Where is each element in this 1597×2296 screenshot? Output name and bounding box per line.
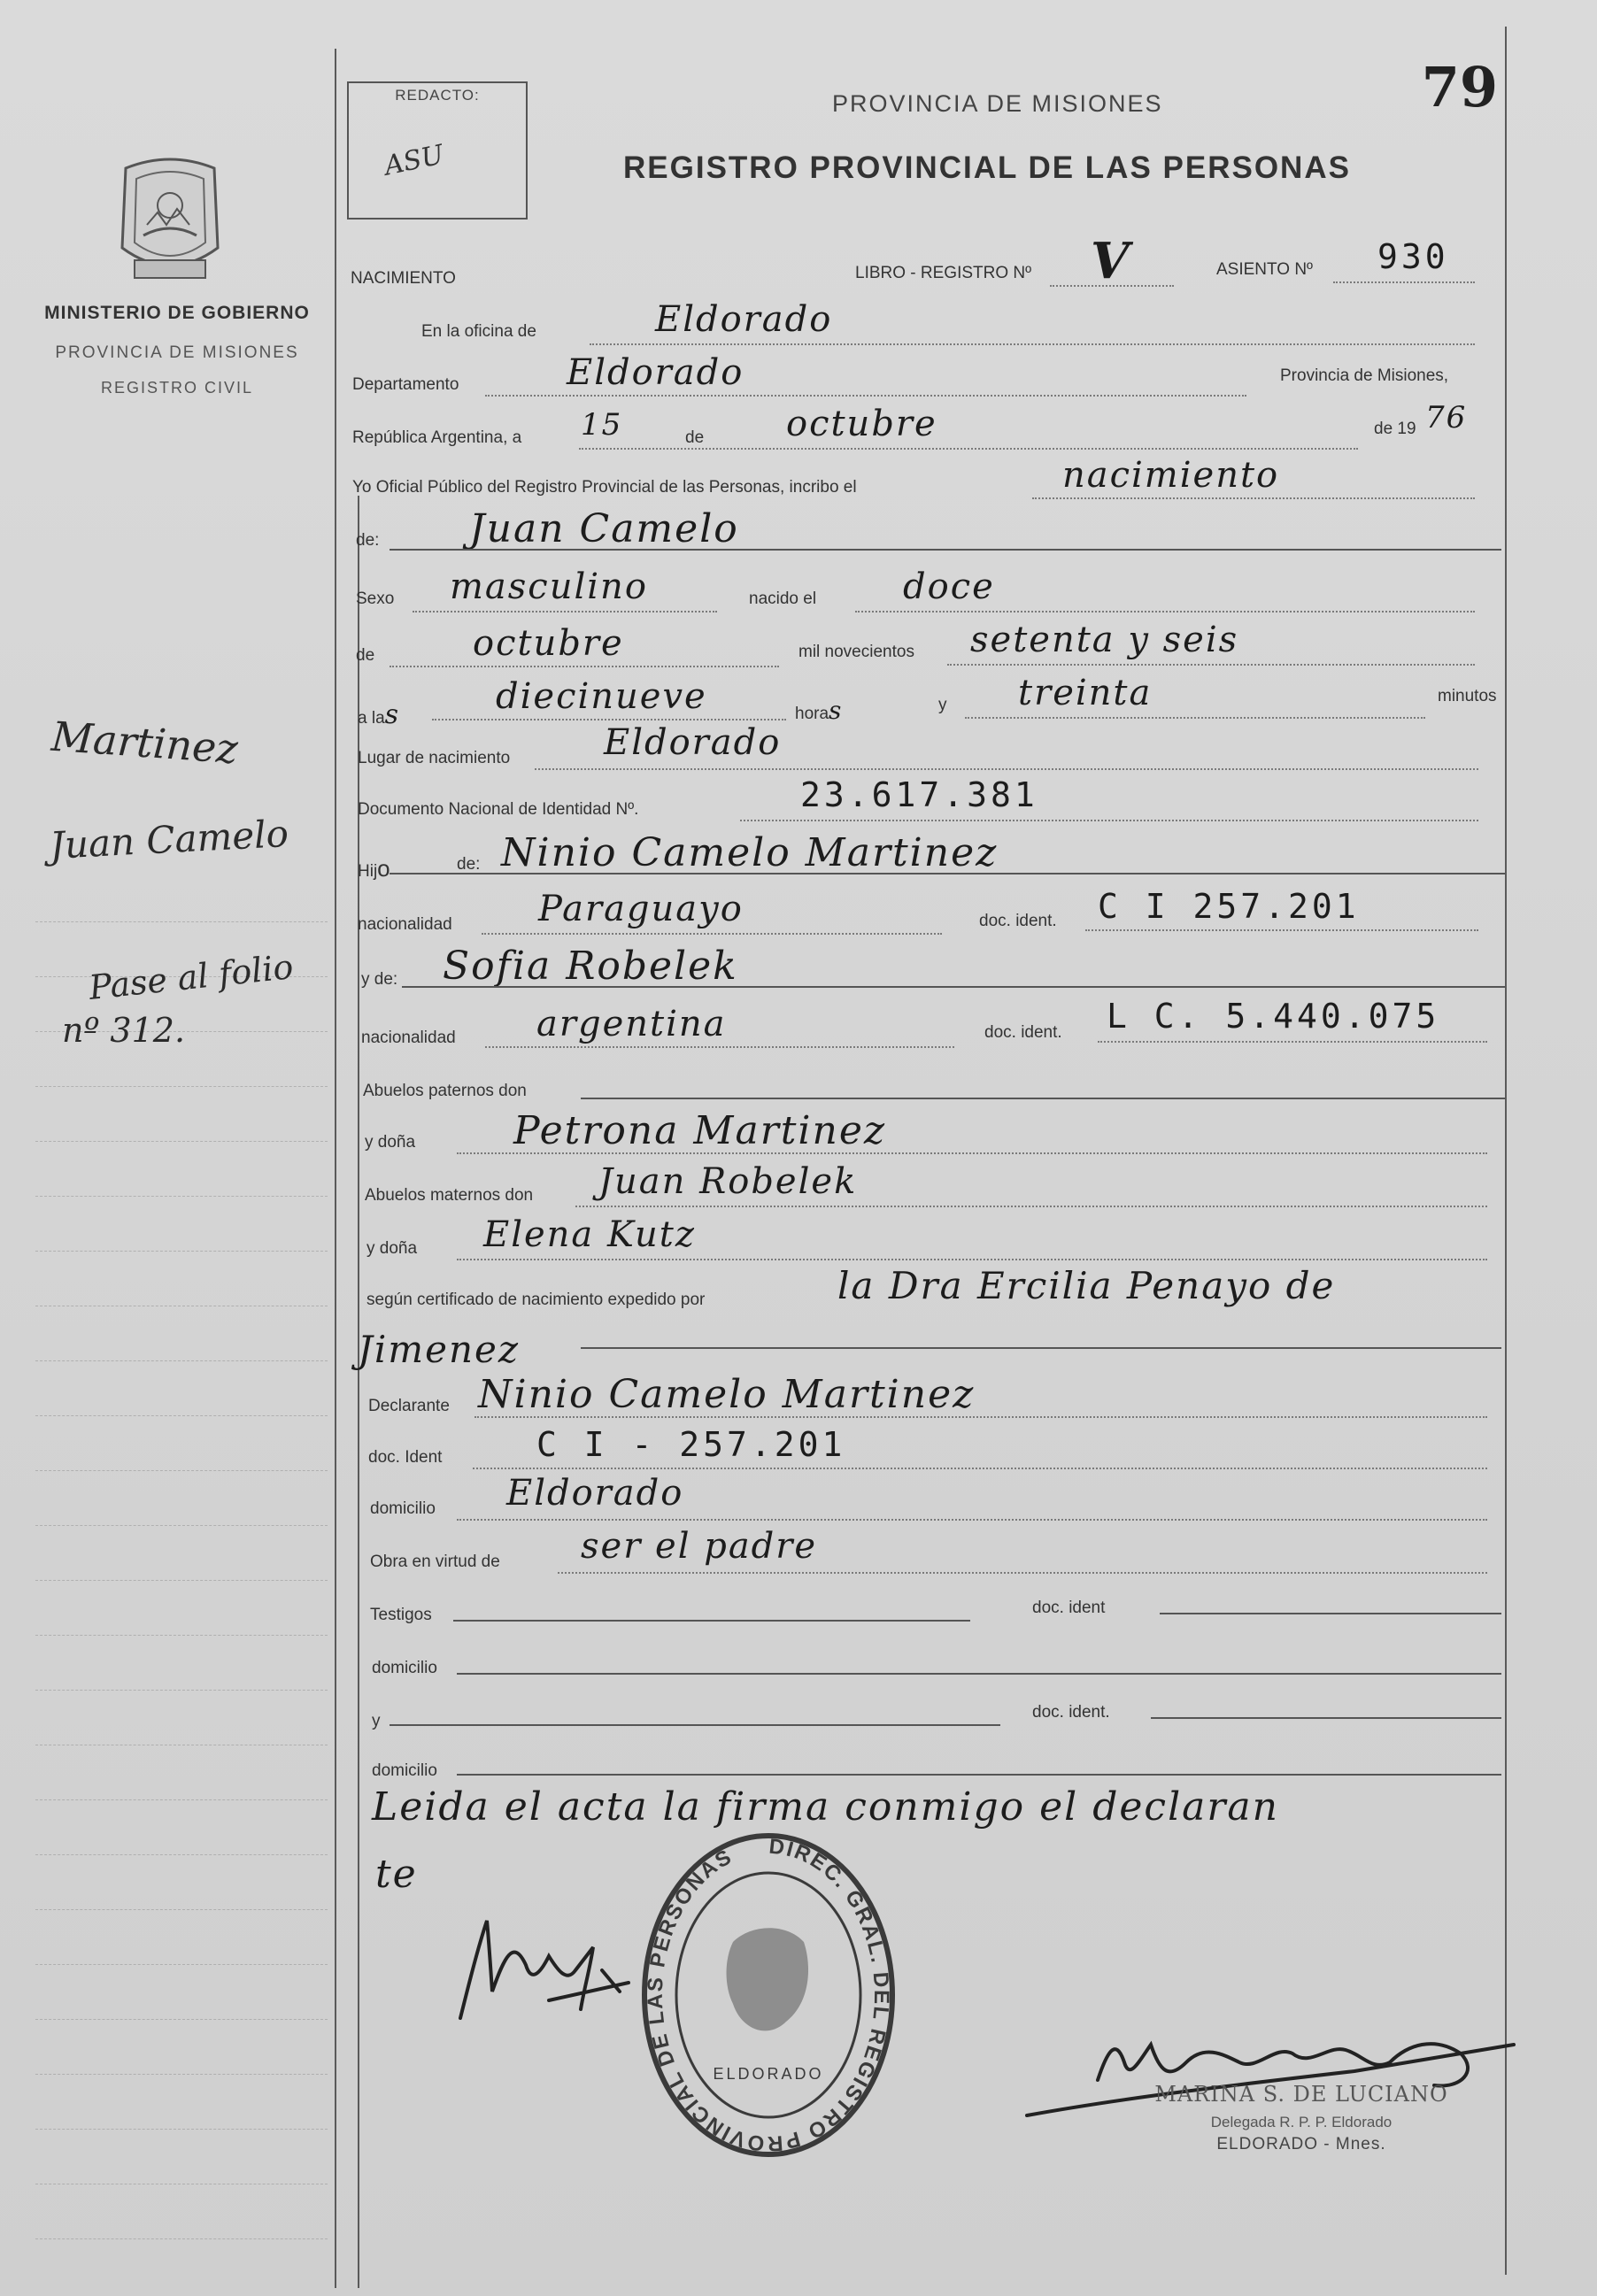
obra-label: Obra en virtud de	[370, 1552, 500, 1571]
mes-value: octubre	[786, 404, 937, 444]
nac2-value: argentina	[536, 1004, 727, 1044]
madre-value: Sofia Robelek	[443, 944, 738, 989]
stamp-ring-text: DIREC. GRAL. DEL REGISTRO PROVINCIAL DE LAS PERSONAS	[643, 1834, 894, 2156]
ministry-registry: REGISTRO CIVIL	[100, 379, 254, 397]
official-role: Delegada R. P. P. Eldorado	[1210, 2114, 1393, 2130]
minutos-dotted-line	[965, 717, 1425, 719]
dona2-dotted-line	[457, 1259, 1487, 1260]
domicilio2-label: domicilio	[372, 1659, 437, 1677]
minutos-value: treinta	[1018, 673, 1153, 713]
domicilio1-dotted-line	[457, 1519, 1487, 1521]
registry-title: REGISTRO PROVINCIAL DE LAS PERSONAS	[623, 150, 1351, 185]
oficina-label: En la oficina de	[421, 322, 536, 341]
y2-line	[390, 1724, 1000, 1726]
ministry-province: PROVINCIA DE MISIONES	[55, 343, 299, 362]
republica-dotted-line	[579, 448, 1358, 450]
hijo-label-text: Hij	[358, 862, 378, 881]
anio-value: 76	[1425, 400, 1468, 435]
nac1-dotted-line	[482, 933, 942, 935]
certificado-line	[581, 1347, 1501, 1349]
abuelos-mat-value: Juan Robelek	[598, 1161, 858, 1202]
sexo-label: Sexo	[356, 589, 395, 608]
nac1-value: Paraguayo	[538, 889, 744, 929]
leida-text: Leida el acta la firma conmigo el declaran	[372, 1784, 1279, 1830]
redacto-box	[347, 81, 528, 220]
dona1-dotted-line	[457, 1152, 1487, 1154]
certificado-value-cont: Jimenez	[358, 1328, 520, 1371]
dona2-value: Elena Kutz	[483, 1214, 696, 1255]
y2-label: y	[372, 1712, 381, 1730]
redacto-value: ASU	[382, 139, 447, 182]
doc1-dotted-line	[1085, 929, 1478, 931]
padre-line	[390, 873, 1505, 874]
domicilio1-label: domicilio	[370, 1499, 436, 1518]
abuelos-pat-line	[581, 1098, 1505, 1099]
dia-value: 15	[581, 407, 623, 443]
provincia-label: Provincia de Misiones,	[1280, 366, 1449, 385]
doc2-dotted-line	[1098, 1041, 1487, 1043]
province-emblem-icon	[108, 150, 232, 290]
madre-line	[402, 986, 1505, 988]
doc1-label: doc. ident.	[979, 912, 1057, 930]
nombre-line	[390, 549, 1501, 551]
alas-label	[358, 699, 398, 730]
nacimiento-label: NACIMIENTO	[351, 269, 456, 288]
ministry-name: MINISTERIO DE GOBIERNO	[44, 303, 310, 323]
horas-label	[795, 696, 841, 725]
y2-doc-line	[1151, 1717, 1501, 1719]
margin-note-given-names: Juan Camelo	[48, 811, 290, 868]
horas-suffix: s	[829, 696, 842, 725]
yde-label: y de:	[361, 970, 398, 989]
oficina-value: Eldorado	[655, 299, 833, 340]
leida-text-cont: te	[375, 1852, 418, 1897]
nacido-dotted-line	[855, 611, 1475, 613]
frame-line-right	[1505, 27, 1507, 2275]
nombre-de-label: de:	[356, 531, 380, 550]
margin-note-pase-folio: Pase al folio	[87, 947, 296, 1007]
domicilio1-value: Eldorado	[506, 1473, 684, 1514]
frame-line-left	[335, 49, 336, 2288]
asiento-dotted-line	[1333, 281, 1475, 283]
official-block	[1098, 2082, 1505, 2154]
nacido-value: doce	[903, 566, 995, 607]
province-heading: PROVINCIA DE MISIONES	[832, 90, 1163, 117]
dni-value: 23.617.381	[800, 775, 1038, 814]
declarant-signature-icon	[416, 1885, 646, 2036]
margin-note-folio-number: nº 312.	[62, 1011, 186, 1050]
mes-nac-dotted-line	[390, 666, 779, 667]
testigos-label: Testigos	[370, 1606, 432, 1624]
hijo-suffix: o	[377, 855, 390, 882]
certificado-value: la Dra Ercilia Penayo de	[837, 1264, 1336, 1307]
libro-dotted-line	[1050, 285, 1174, 287]
anio-label: de 19	[1374, 420, 1416, 438]
lugar-label: Lugar de nacimiento	[358, 749, 511, 767]
libro-value: V	[1091, 232, 1131, 290]
certificado-label: según certificado de nacimiento expedido por	[366, 1291, 706, 1309]
departamento-value: Eldorado	[567, 352, 744, 393]
docident-dotted-line	[473, 1468, 1487, 1469]
lugar-dotted-line	[535, 768, 1478, 770]
obra-dotted-line	[558, 1572, 1487, 1574]
nac2-dotted-line	[485, 1046, 954, 1048]
alas-label-text: a la	[358, 709, 385, 728]
oficial-dotted-line	[1032, 497, 1475, 499]
abuelos-pat-label: Abuelos paternos don	[363, 1082, 527, 1100]
doc1-value: C I 257.201	[1098, 887, 1360, 926]
oficial-label: Yo Oficial Público del Registro Provincial de las Personas, incribo el	[352, 478, 857, 497]
declarante-label: Declarante	[368, 1397, 450, 1415]
declarante-dotted-line	[474, 1416, 1487, 1418]
departamento-dotted-line	[485, 395, 1246, 397]
minutos-label: minutos	[1438, 687, 1497, 705]
nac1-label: nacionalidad	[358, 915, 452, 934]
sexo-dotted-line	[413, 611, 717, 613]
hijo-de-label: de:	[457, 855, 481, 874]
y2-doc-label: doc. ident.	[1032, 1703, 1110, 1722]
doc2-label: doc. ident.	[984, 1023, 1062, 1042]
hora-dotted-line	[432, 719, 786, 720]
margin-ruled-lines	[35, 921, 328, 2284]
hijo-label	[358, 855, 390, 882]
padre-value: Ninio Camelo Martinez	[501, 830, 999, 875]
domicilio2-line	[457, 1673, 1501, 1675]
mil-dotted-line	[947, 664, 1475, 666]
margin-note-surname: Martinez	[50, 712, 240, 774]
docident-label: doc. Ident	[368, 1448, 443, 1467]
nac2-label: nacionalidad	[361, 1029, 456, 1047]
dni-label: Documento Nacional de Identidad Nº.	[358, 800, 639, 819]
mes-nac-value: octubre	[473, 623, 624, 664]
stamp-center-text: ELDORADO	[713, 2065, 824, 2083]
horas-label-text: hora	[795, 705, 829, 723]
abuelos-mat-label: Abuelos maternos don	[365, 1186, 534, 1205]
oficial-value: nacimiento	[1062, 455, 1280, 496]
asiento-value: 930	[1377, 237, 1449, 276]
official-stamp-icon	[636, 1827, 901, 2160]
mil-label: mil novecientos	[798, 643, 914, 661]
doc2-value: L C. 5.440.075	[1107, 997, 1440, 1036]
sexo-value: masculino	[450, 566, 648, 607]
declarante-value: Ninio Camelo Martinez	[478, 1372, 976, 1417]
official-place: ELDORADO - Mnes.	[1216, 2135, 1386, 2153]
abuelos-mat-dotted-line	[575, 1206, 1487, 1207]
minutos-y-label: y	[938, 696, 947, 714]
official-name: MARINA S. DE LUCIANO	[1154, 2082, 1448, 2107]
nombre-value: Juan Camelo	[469, 506, 739, 551]
testigos-doc-label: doc. ident	[1032, 1599, 1106, 1617]
dni-dotted-line	[740, 820, 1478, 821]
domicilio3-line	[457, 1774, 1501, 1776]
alas-suffix: s	[384, 699, 399, 730]
testigos-line	[453, 1620, 970, 1622]
libro-label: LIBRO - REGISTRO Nº	[855, 264, 1032, 282]
oficina-dotted-line	[590, 343, 1475, 345]
asiento-label: ASIENTO Nº	[1216, 260, 1313, 279]
dona1-value: Petrona Martinez	[513, 1108, 887, 1153]
page-number: 79	[1421, 55, 1498, 119]
redacto-label: REDACTO:	[395, 87, 480, 104]
testigos-doc-line	[1160, 1613, 1501, 1614]
hora-value: diecinueve	[496, 676, 707, 717]
docident-value: C I - 257.201	[536, 1425, 846, 1464]
lugar-value: Eldorado	[604, 722, 782, 763]
dona2-label: y doña	[366, 1239, 418, 1258]
departamento-label: Departamento	[352, 375, 459, 394]
republica-label: República Argentina, a	[352, 428, 522, 447]
mes-de-label: de	[685, 428, 705, 447]
obra-value: ser el padre	[581, 1526, 818, 1567]
dona1-label: y doña	[365, 1133, 416, 1152]
domicilio3-label: domicilio	[372, 1761, 437, 1780]
mil-value: setenta y seis	[970, 620, 1239, 660]
nacido-label: nacido el	[749, 589, 817, 608]
mes-nac-de-label: de	[356, 646, 375, 665]
